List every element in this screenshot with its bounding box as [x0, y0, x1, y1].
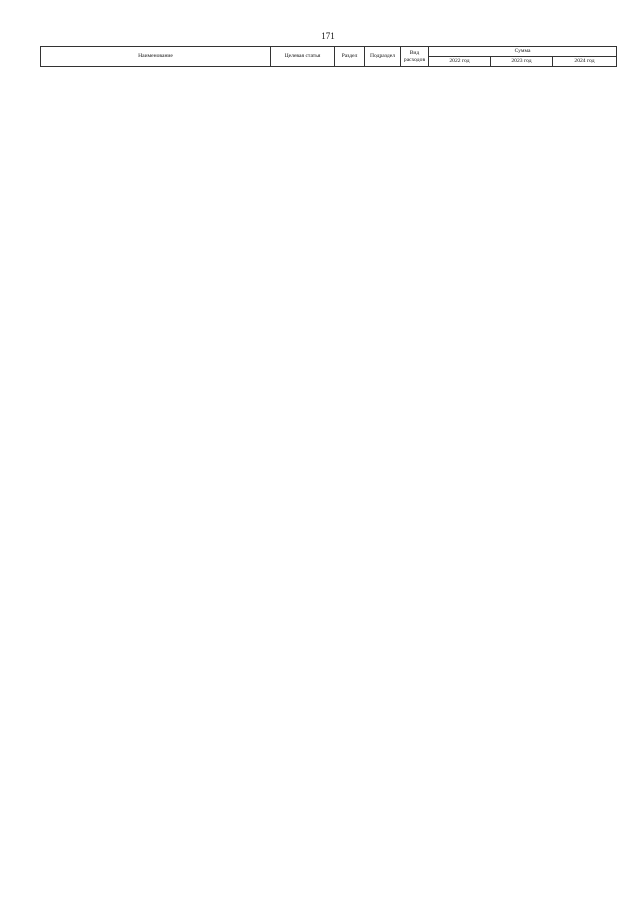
header-name: Наименование: [41, 47, 271, 67]
page-number: 171: [321, 31, 335, 41]
header-expense-type: Вид расходов: [401, 47, 429, 67]
budget-table: [40, 46, 617, 67]
header-2023: 2023 год: [491, 57, 553, 67]
header-subsection: Подраздел: [365, 47, 401, 67]
header-target: Целевая статья: [271, 47, 335, 67]
header-2022: 2022 год: [429, 57, 491, 67]
header-section: Раздел: [335, 47, 365, 67]
header-2024: 2024 год: [553, 57, 617, 67]
header-sum: Сумма: [429, 47, 617, 57]
